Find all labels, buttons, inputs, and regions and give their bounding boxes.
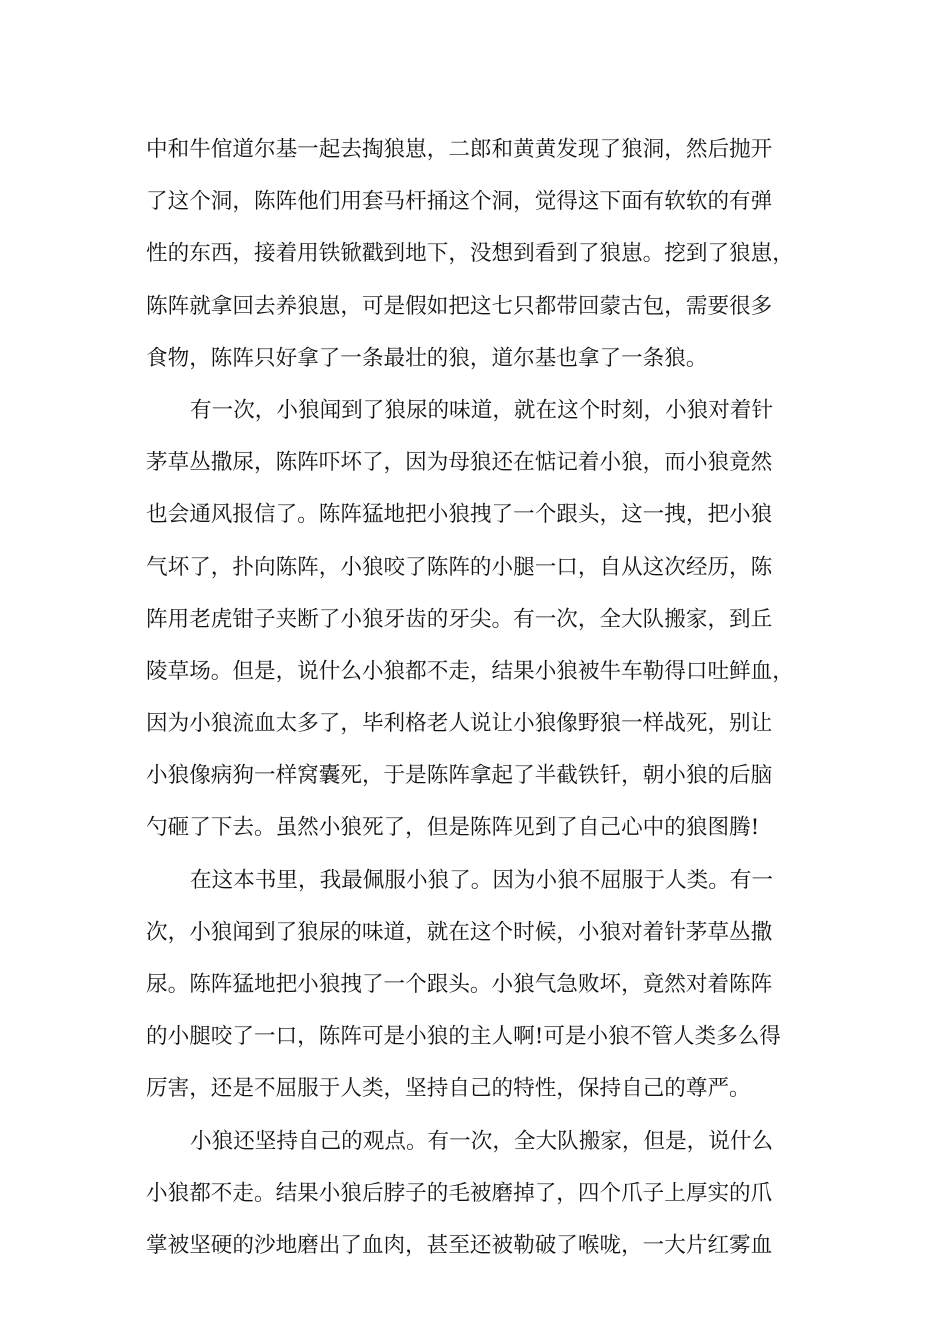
text-line: 次，小狼闻到了狼尿的味道，就在这个时候，小狼对着针茅草丛撒 bbox=[146, 919, 773, 945]
text-line: 厉害，还是不屈服于人类，坚持自己的特性，保持自己的尊严。 bbox=[146, 1076, 751, 1102]
text-line: 中和牛倌道尔基一起去掏狼崽，二郎和黄黄发现了狼洞，然后抛开 bbox=[146, 137, 773, 162]
text-line: 小狼都不走。结果小狼后脖子的毛被磨掉了，四个爪子上厚实的爪 bbox=[146, 1180, 773, 1206]
paragraph-first-line: 在这本书里，我最佩服小狼了。因为小狼不屈服于人类。有一 bbox=[190, 867, 774, 893]
text-line: 小狼像病狗一样窝囊死，于是陈阵拿起了半截铁钎，朝小狼的后脑 bbox=[146, 763, 773, 789]
paragraph-first-line: 小狼还坚持自己的观点。有一次，全大队搬家，但是，说什么 bbox=[190, 1128, 774, 1154]
text-line: 的小腿咬了一口，陈阵可是小狼的主人啊!可是小狼不管人类多么得 bbox=[146, 1024, 781, 1050]
text-line: 陵草场。但是，说什么小狼都不走，结果小狼被牛车勒得口吐鲜血， bbox=[146, 658, 794, 684]
text-line: 也会通风报信了。陈阵猛地把小狼拽了一个跟头，这一拽，把小狼 bbox=[146, 502, 773, 528]
text-line: 了这个洞，陈阵他们用套马杆捅这个洞，觉得这下面有软软的有弹 bbox=[146, 189, 773, 215]
text-line: 气坏了，扑向陈阵，小狼咬了陈阵的小腿一口，自从这次经历，陈 bbox=[146, 554, 773, 580]
text-line: 茅草丛撒尿，陈阵吓坏了，因为母狼还在惦记着小狼，而小狼竟然 bbox=[146, 450, 773, 476]
text-line: 阵用老虎钳子夹断了小狼牙齿的牙尖。有一次，全大队搬家，到丘 bbox=[146, 606, 773, 632]
text-line: 性的东西，接着用铁锨戳到地下，没想到看到了狼崽。挖到了狼崽， bbox=[146, 241, 794, 267]
text-line: 尿。陈阵猛地把小狼拽了一个跟头。小狼气急败坏，竟然对着陈阵 bbox=[146, 972, 773, 997]
text-line: 食物，陈阵只好拿了一条最壮的狼，道尔基也拿了一条狼。 bbox=[146, 345, 708, 371]
text-line: 陈阵就拿回去养狼崽，可是假如把这七只都带回蒙古包，需要很多 bbox=[146, 293, 773, 319]
text-line: 掌被坚硬的沙地磨出了血肉，甚至还被勒破了喉咙，一大片红雾血 bbox=[146, 1232, 773, 1258]
paragraph-first-line: 有一次，小狼闻到了狼尿的味道，就在这个时刻，小狼对着针 bbox=[190, 397, 774, 423]
document-body bbox=[146, 124, 826, 1272]
text-line: 勺砸了下去。虽然小狼死了，但是陈阵见到了自己心中的狼图腾! bbox=[146, 815, 760, 841]
text-line: 因为小狼流血太多了，毕利格老人说让小狼像野狼一样战死，别让 bbox=[146, 711, 773, 737]
